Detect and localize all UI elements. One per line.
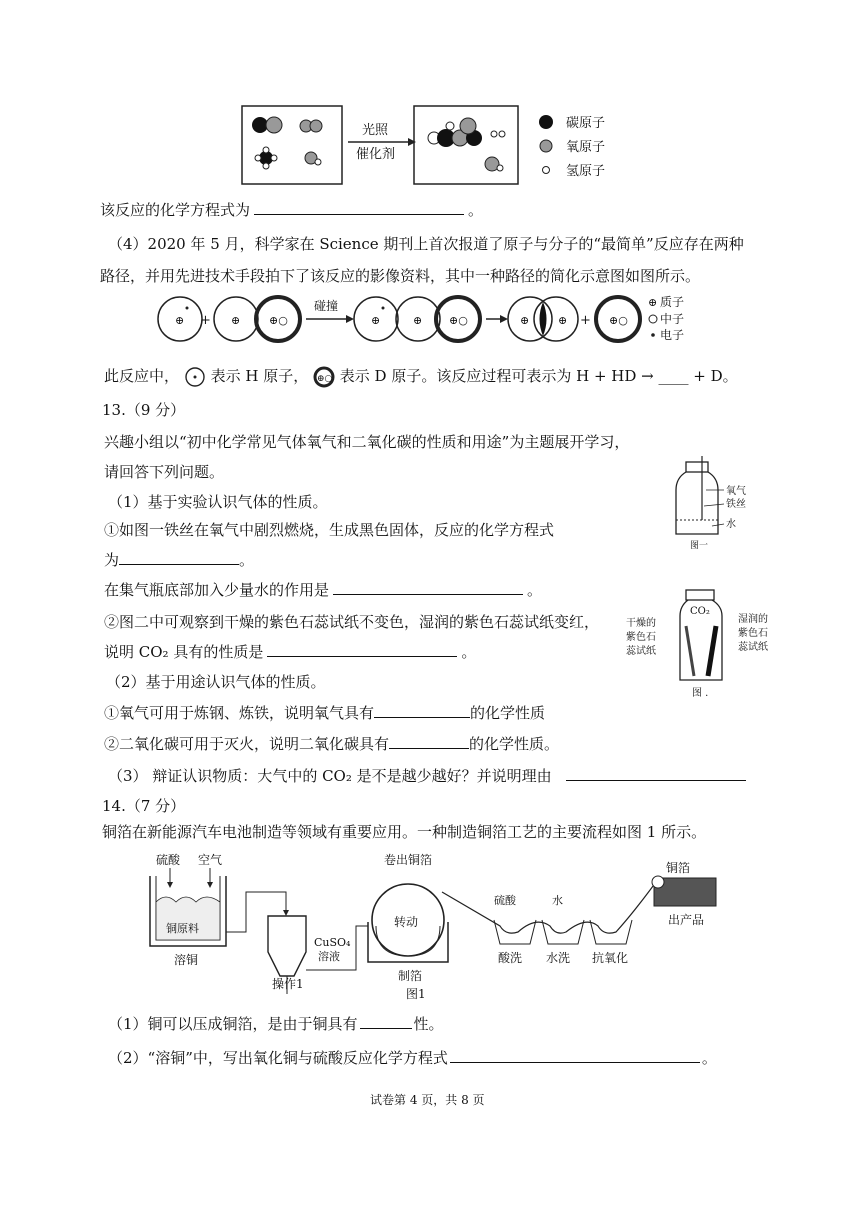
fig2-right-3: 蕊试纸 [738, 642, 768, 653]
q14-intro: 铜箔在新能源汽车电池制造等领域有重要应用。一种制造铜箔工艺的主要流程如图 1 所示。 [102, 823, 707, 841]
flow-make-foil-label: 制箔 [398, 969, 423, 983]
fig1-caption: 图一 [690, 541, 709, 551]
arrow-top-label: 光照 [362, 123, 389, 138]
answer-blank[interactable] [333, 594, 523, 595]
svg-text:+: + [200, 313, 211, 328]
q13-header: 13.（9 分） [102, 401, 186, 419]
svg-text:+: + [580, 313, 591, 328]
svg-text:⊕○: ⊕○ [316, 374, 333, 384]
figure-two [620, 588, 790, 700]
copper-foil-flow [146, 852, 726, 1004]
fig2-caption: 图 . [692, 688, 709, 699]
arrow-bottom-label: 催化剂 [356, 147, 396, 162]
q13-1-2b: 说明 CO₂ 具有的性质是 。 [104, 643, 477, 661]
legend-proton: 质子 [660, 295, 685, 309]
fig1-label-water: 水 [726, 519, 736, 530]
q12-4-line1: （4）2020 年 5 月，科学家在 Science 期刊上首次报道了原子与分子的“最简单”反应存在两种 [108, 235, 744, 253]
answer-blank[interactable] [450, 1062, 700, 1063]
answer-blank[interactable] [119, 564, 239, 565]
flow-foil-label: 铜箔 [666, 861, 691, 875]
flow-air-label: 空气 [198, 853, 223, 867]
fig1-label-iron: 铁丝 [726, 499, 746, 510]
fig2-right-1: 湿润的 [738, 614, 768, 625]
figure-one [672, 456, 772, 552]
flow-dissolve-label: 溶铜 [174, 953, 199, 967]
q13-2-1: ①氧气可用于炼钢、炼铁，说明氧气具有 的化学性质 [104, 704, 546, 722]
flow-acid-wash-label: 酸洗 [498, 951, 523, 965]
svg-text:⊕: ⊕ [413, 314, 423, 327]
h-atom-icon [184, 366, 206, 388]
svg-text:⊕: ⊕ [648, 296, 658, 309]
answer-blank[interactable] [389, 748, 469, 749]
answer-blank[interactable] [267, 656, 457, 657]
flow-water-label: 水 [552, 894, 563, 907]
flow-product-label: 出产品 [668, 913, 705, 927]
fig2-co2-label: CO₂ [690, 606, 710, 617]
d-atom-icon [313, 366, 335, 388]
svg-text:⊕: ⊕ [520, 314, 530, 327]
flow-solution-label: 溶液 [318, 950, 340, 963]
fig2-left-1: 干燥的 [626, 618, 656, 629]
answer-blank[interactable] [374, 717, 470, 718]
reaction-diagram [236, 100, 626, 190]
q14-header: 14.（7 分） [102, 797, 186, 815]
flow-acid2-label: 硫酸 [494, 894, 516, 907]
q13-2-2: ②二氧化碳可用于灭火，说明二氧化碳具有 的化学性质。 [104, 735, 560, 753]
answer-blank[interactable] [566, 780, 746, 781]
flow-caption: 图1 [406, 987, 426, 1001]
flow-op1-label: 操作1 [272, 977, 304, 991]
q13-1-1b: 为 。 [104, 551, 255, 569]
svg-text:⊕○: ⊕○ [609, 314, 628, 327]
q13-part2: （2）基于用途认识气体的性质。 [106, 673, 326, 691]
svg-text:⊕: ⊕ [558, 314, 568, 327]
q12-equation-line: 该反应的化学方程式为 。 [100, 201, 484, 219]
svg-text:⊕○: ⊕○ [449, 314, 468, 327]
legend-hydrogen: 氢原子 [566, 164, 606, 179]
fig2-left-3: 蕊试纸 [626, 646, 656, 657]
flow-raw-label: 铜原料 [166, 922, 199, 935]
q13-intro1: 兴趣小组以“初中化学常见气体氧气和二氧化碳的性质和用途”为主题展开学习， [104, 433, 630, 451]
flow-rotate-label: 转动 [394, 915, 419, 929]
flow-water-wash-label: 水洗 [546, 951, 571, 965]
q14-q1: （1）铜可以压成铜箔，是由于铜具有 性。 [108, 1015, 444, 1033]
flow-acid-label: 硫酸 [156, 853, 181, 867]
answer-blank[interactable] [360, 1028, 412, 1029]
collide-label: 碰撞 [314, 299, 339, 313]
answer-blank[interactable]: ____ [658, 367, 689, 385]
q13-part1: （1）基于实验认识气体的性质。 [108, 493, 328, 511]
q14-q2: （2）“溶铜”中，写出氧化铜与硫酸反应化学方程式 。 [108, 1049, 717, 1067]
legend-carbon: 碳原子 [566, 116, 606, 131]
collision-figure [150, 294, 710, 344]
legend-neutron: 中子 [660, 312, 685, 326]
legend-electron: 电子 [660, 328, 685, 342]
flow-cuso4-label: CuSO₄ [314, 936, 351, 949]
reaction-figure [236, 100, 626, 190]
flow-roll-out-label: 卷出铜箔 [384, 853, 433, 867]
q13-intro2: 请回答下列问题。 [104, 463, 225, 481]
fig2-left-2: 紫色石 [626, 632, 656, 643]
fig2-right-2: 紫色石 [738, 628, 768, 639]
legend-oxygen: 氧原子 [566, 140, 606, 155]
fig1-label-oxygen: 氧气 [726, 486, 746, 497]
svg-text:⊕: ⊕ [175, 314, 185, 327]
page-footer: 试卷第 4 页，共 8 页 [370, 1093, 485, 1107]
flow-anti-ox-label: 抗氧化 [592, 951, 629, 965]
q13-part3: （3） 辩证认识物质：大气中的 CO₂ 是不是越少越好？并说明理由 [108, 766, 746, 786]
q13-1-1c: 在集气瓶底部加入少量水的作用是 。 [104, 581, 543, 599]
svg-text:⊕○: ⊕○ [269, 314, 288, 327]
answer-blank[interactable] [254, 214, 464, 215]
svg-text:⊕: ⊕ [231, 314, 241, 327]
q12-4-line3: 此反应中， 表示 H 原子， ⊕○ 表示 D 原子。该反应过程可表示为 H + HD → ____ + D。 [104, 366, 738, 388]
collision-diagram [150, 294, 710, 344]
svg-text:⊕: ⊕ [371, 314, 381, 327]
q13-1-1a: ①如图一铁丝在氧气中剧烈燃烧，生成黑色固体，反应的化学方程式 [104, 521, 555, 539]
q13-1-2a: ②图二中可观察到干燥的紫色石蕊试纸不变色，湿润的紫色石蕊试纸变红， [104, 613, 600, 631]
q12-4-line2: 路径，并用先进技术手段拍下了该反应的影像资料，其中一种路径的简化示意图如图所示。 [100, 267, 701, 285]
